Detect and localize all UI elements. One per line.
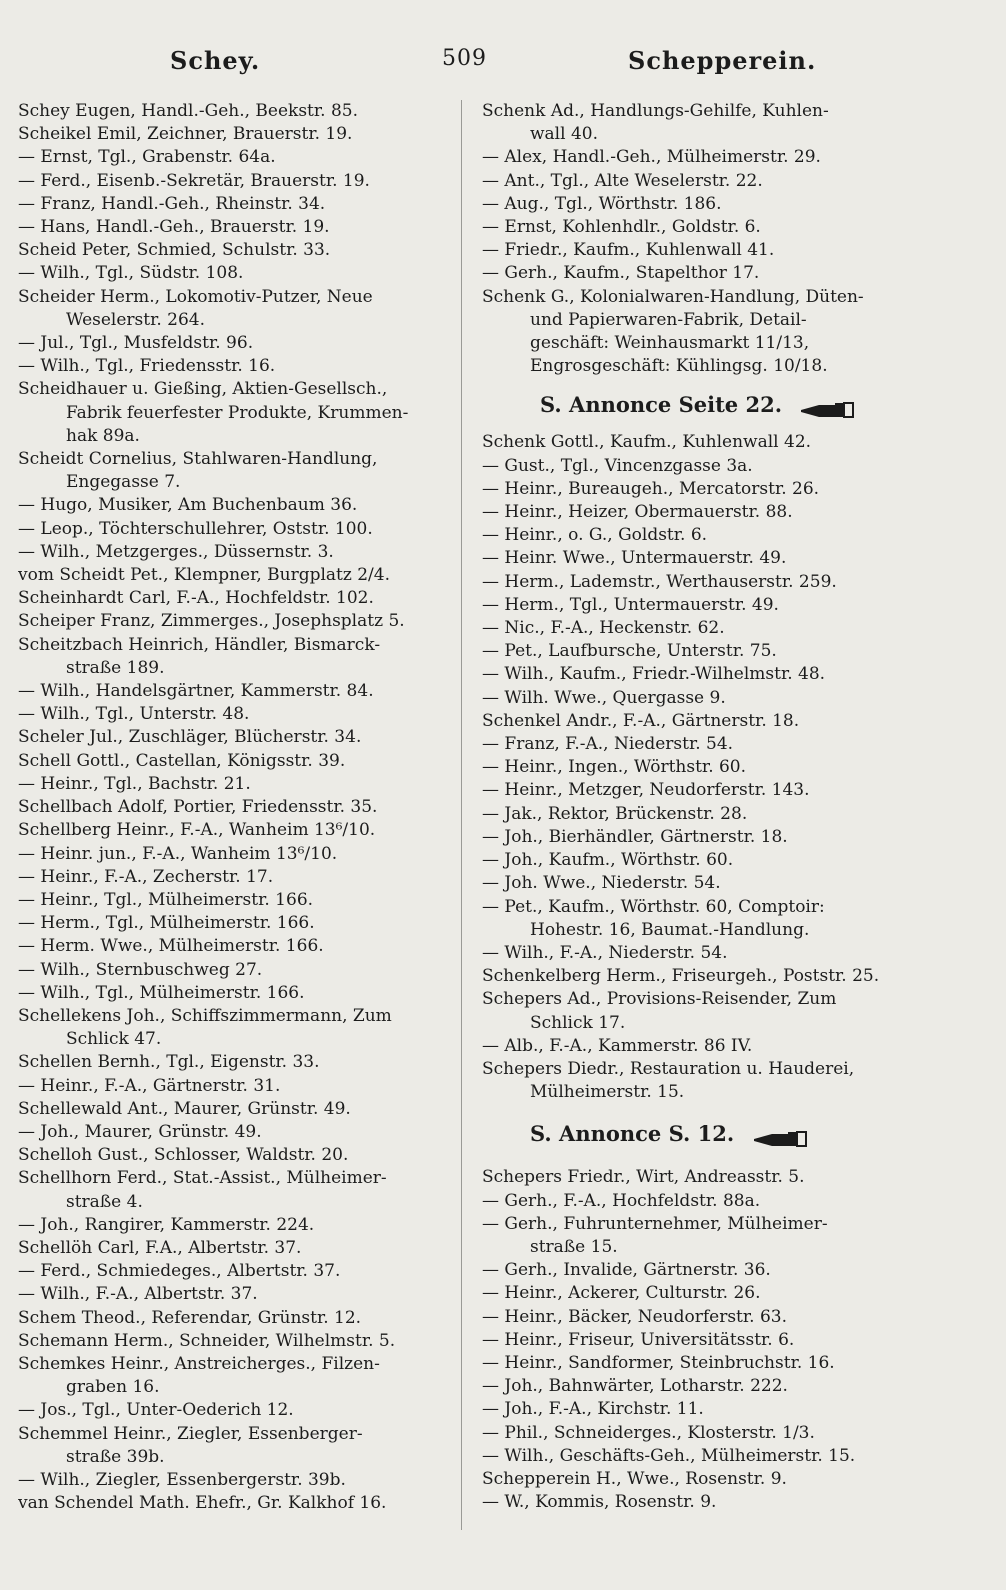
directory-entry: — Jak., Rektor, Brückenstr. 28.	[482, 803, 748, 824]
directory-entry: Schenk G., Kolonialwaren-Handlung, Düten-	[482, 286, 864, 307]
directory-entry: Schemann Herm., Schneider, Wilhelmstr. 5.	[18, 1330, 396, 1351]
annonce-text: S. Annonce S. 12.	[530, 1121, 735, 1147]
directory-entry-continuation: Engegasse 7.	[66, 472, 181, 493]
directory-entry: Scheid Peter, Schmied, Schulstr. 33.	[18, 240, 331, 261]
directory-entry-continuation: Fabrik feuerfester Produkte, Krummen-	[66, 402, 409, 423]
directory-entry: — Heinr. jun., F.-A., Wanheim 13⁶/10.	[18, 843, 338, 864]
directory-entry: Schenkelberg Herm., Friseurgeh., Poststr. 25.	[482, 966, 880, 987]
directory-entry: Schemkes Heinr., Anstreicherges., Filzen-	[18, 1353, 380, 1374]
directory-entry: — Hugo, Musiker, Am Buchenbaum 36.	[18, 495, 358, 516]
directory-entry: Schenk Gottl., Kaufm., Kuhlenwall 42.	[482, 432, 812, 453]
pointing-hand-icon	[752, 1127, 808, 1145]
directory-entry: — Pet., Laufbursche, Unterstr. 75.	[482, 641, 777, 662]
directory-entry: — Heinr., Tgl., Mülheimerstr. 166.	[18, 889, 314, 910]
directory-entry: Schenkel Andr., F.-A., Gärtnerstr. 18.	[482, 710, 800, 731]
directory-entry: — W., Kommis, Rosenstr. 9.	[482, 1492, 717, 1513]
directory-entry: Schellöh Carl, F.A., Albertstr. 37.	[18, 1237, 302, 1258]
directory-entry: — Joh., Kaufm., Wörthstr. 60.	[482, 850, 734, 871]
directory-entry: Scheler Jul., Zuschläger, Blücherstr. 34.	[18, 727, 362, 748]
directory-entry: Schellewald Ant., Maurer, Grünstr. 49.	[18, 1098, 351, 1119]
directory-entry: — Joh., Bahnwärter, Lotharstr. 222.	[482, 1376, 788, 1397]
directory-entry: — Wilh., F.-A., Albertstr. 37.	[18, 1284, 258, 1305]
directory-entry: — Phil., Schneiderges., Klosterstr. 1/3.	[482, 1422, 815, 1443]
directory-entry-continuation: Schlick 47.	[66, 1029, 162, 1050]
directory-entry: — Jul., Tgl., Musfeldstr. 96.	[18, 333, 254, 354]
directory-entry-continuation: wall 40.	[530, 124, 598, 145]
directory-entry-continuation: straße 4.	[66, 1191, 143, 1212]
directory-entry: — Heinr., Bureaugeh., Mercatorstr. 26.	[482, 478, 820, 499]
directory-entry: Schellekens Joh., Schiffszimmermann, Zum	[18, 1005, 392, 1026]
directory-entry-continuation: Hohestr. 16, Baumat.-Handlung.	[530, 919, 810, 940]
directory-entry-continuation: Mülheimerstr. 15.	[530, 1082, 685, 1103]
directory-entry: Scheitzbach Heinrich, Händler, Bismarck-	[18, 634, 381, 655]
directory-entry: Schelloh Gust., Schlosser, Waldstr. 20.	[18, 1145, 349, 1166]
directory-entry: Schepers Friedr., Wirt, Andreasstr. 5.	[482, 1167, 805, 1188]
directory-entry: — Wilh., Kaufm., Friedr.-Wilhelmstr. 48.	[482, 664, 826, 685]
directory-entry: — Gerh., Kaufm., Stapelthor 17.	[482, 263, 760, 284]
directory-entry: Schellberg Heinr., F.-A., Wanheim 13⁶/10.	[18, 820, 376, 841]
directory-entry: — Wilh., Tgl., Unterstr. 48.	[18, 704, 250, 725]
directory-entry: — Heinr., o. G., Goldstr. 6.	[482, 525, 708, 546]
page-number: 509	[442, 46, 487, 71]
directory-entry: — Joh., Rangirer, Kammerstr. 224.	[18, 1214, 315, 1235]
directory-entry: — Wilh., Tgl., Friedensstr. 16.	[18, 356, 276, 377]
directory-entry: — Wilh., Tgl., Südstr. 108.	[18, 263, 244, 284]
directory-entry: — Heinr., Heizer, Obermauerstr. 88.	[482, 502, 793, 523]
directory-entry: — Gerh., Fuhrunternehmer, Mülheimer-	[482, 1213, 828, 1234]
directory-entry: — Ferd., Schmiedeges., Albertstr. 37.	[18, 1261, 341, 1282]
directory-entry: — Gerh., Invalide, Gärtnerstr. 36.	[482, 1260, 771, 1281]
right-block-3	[482, 1166, 897, 1514]
directory-entry: — Wilh., Sternbuschweg 27.	[18, 959, 263, 980]
directory-entry: — Franz, F.-A., Niederstr. 54.	[482, 734, 734, 755]
directory-entry: Scheider Herm., Lokomotiv-Putzer, Neue	[18, 286, 373, 307]
directory-entry: van Schendel Math. Ehefr., Gr. Kalkhof 16.	[18, 1493, 387, 1514]
directory-entry: — Gust., Tgl., Vincenzgasse 3a.	[482, 455, 753, 476]
directory-entry: — Herm. Wwe., Mülheimerstr. 166.	[18, 936, 324, 957]
directory-entry: Scheiper Franz, Zimmerges., Josephsplatz 5.	[18, 611, 405, 632]
directory-entry: Schemmel Heinr., Ziegler, Essenberger-	[18, 1423, 363, 1444]
directory-entry: — Pet., Kaufm., Wörthstr. 60, Comptoir:	[482, 896, 825, 917]
directory-entry: — Joh., F.-A., Kirchstr. 11.	[482, 1399, 704, 1420]
directory-entry: — Alex, Handl.-Geh., Mülheimerstr. 29.	[482, 147, 821, 168]
directory-entry: Schem Theod., Referendar, Grünstr. 12.	[18, 1307, 362, 1328]
directory-entry: — Jos., Tgl., Unter-Oederich 12.	[18, 1400, 294, 1421]
directory-entry: Schellbach Adolf, Portier, Friedensstr. 35.	[18, 797, 378, 818]
directory-entry-continuation: graben 16.	[66, 1377, 160, 1398]
directory-entry-continuation: straße 189.	[66, 657, 165, 678]
directory-entry: — Heinr., F.-A., Gärtnerstr. 31.	[18, 1075, 281, 1096]
directory-entry: Scheikel Emil, Zeichner, Brauerstr. 19.	[18, 124, 353, 145]
directory-entry-continuation: geschäft: Weinhausmarkt 11/13,	[530, 333, 810, 354]
directory-entry: Schellen Bernh., Tgl., Eigenstr. 33.	[18, 1052, 320, 1073]
right-block-1	[482, 100, 897, 378]
directory-entry: — Wilh. Wwe., Quergasse 9.	[482, 687, 726, 708]
directory-entry: — Wilh., Handelsgärtner, Kammerstr. 84.	[18, 681, 374, 702]
header-right-word: Schepperein.	[628, 46, 817, 75]
directory-entry: — Heinr., Ackerer, Culturstr. 26.	[482, 1283, 761, 1304]
directory-entry: — Wilh., Metzgerges., Düssernstr. 3.	[18, 541, 334, 562]
right-column	[482, 100, 897, 1514]
directory-entry: Scheidt Cornelius, Stahlwaren-Handlung,	[18, 449, 378, 470]
annonce-text: S. Annonce Seite 22.	[540, 392, 783, 418]
pointing-hand-icon	[799, 398, 855, 416]
directory-entry: — Heinr., Friseur, Universitätsstr. 6.	[482, 1329, 795, 1350]
directory-entry: — Wilh., Geschäfts-Geh., Mülheimerstr. 15.	[482, 1445, 856, 1466]
directory-entry: — Gerh., F.-A., Hochfeldstr. 88a.	[482, 1190, 761, 1211]
directory-entry: — Heinr., Tgl., Bachstr. 21.	[18, 773, 251, 794]
directory-entry: — Wilh., Ziegler, Essenbergerstr. 39b.	[18, 1469, 346, 1490]
directory-entry: Schepperein H., Wwe., Rosenstr. 9.	[482, 1468, 787, 1489]
directory-entry: — Herm., Tgl., Untermauerstr. 49.	[482, 594, 779, 615]
directory-entry: Schellhorn Ferd., Stat.-Assist., Mülheimer-	[18, 1168, 387, 1189]
directory-entry: — Alb., F.-A., Kammerstr. 86 IV.	[482, 1035, 753, 1056]
directory-entry: — Heinr., Sandformer, Steinbruchstr. 16.	[482, 1352, 835, 1373]
directory-entry-continuation: Schlick 17.	[530, 1012, 626, 1033]
directory-entry: — Friedr., Kaufm., Kuhlenwall 41.	[482, 240, 775, 261]
directory-entry: Schepers Ad., Provisions-Reisender, Zum	[482, 989, 837, 1010]
directory-entry: Schey Eugen, Handl.-Geh., Beekstr. 85.	[18, 101, 358, 121]
directory-entry: — Heinr. Wwe., Untermauerstr. 49.	[482, 548, 787, 569]
directory-entry: — Joh. Wwe., Niederstr. 54.	[482, 873, 721, 894]
directory-entry: — Herm., Tgl., Mülheimerstr. 166.	[18, 913, 315, 934]
directory-entry: Scheinhardt Carl, F.-A., Hochfeldstr. 102.	[18, 588, 374, 609]
directory-entry: Schenk Ad., Handlungs-Gehilfe, Kuhlen-	[482, 101, 829, 121]
directory-entry: — Nic., F.-A., Heckenstr. 62.	[482, 618, 725, 639]
annonce-notice-1	[540, 391, 897, 419]
directory-entry: — Heinr., Ingen., Wörthstr. 60.	[482, 757, 747, 778]
directory-entry: — Joh., Bierhändler, Gärtnerstr. 18.	[482, 826, 788, 847]
directory-entry: Schell Gottl., Castellan, Königsstr. 39.	[18, 750, 346, 771]
column-divider	[461, 100, 462, 1530]
directory-entry: — Herm., Lademstr., Werthauserstr. 259.	[482, 571, 837, 592]
directory-entry: — Leop., Töchterschullehrer, Oststr. 100.	[18, 518, 373, 539]
annonce-notice-2	[530, 1120, 897, 1148]
directory-entry-continuation: hak 89a.	[66, 425, 140, 446]
directory-entry-continuation: straße 39b.	[66, 1446, 165, 1467]
directory-entry: — Aug., Tgl., Wörthstr. 186.	[482, 193, 722, 214]
directory-entry: — Ernst, Kohlenhdlr., Goldstr. 6.	[482, 217, 761, 238]
directory-entry-continuation: Weselerstr. 264.	[66, 309, 206, 330]
directory-entry-continuation: Engrosgeschäft: Kühlingsg. 10/18.	[530, 356, 828, 377]
directory-entry: — Hans, Handl.-Geh., Brauerstr. 19.	[18, 217, 330, 238]
directory-entry-continuation: und Papierwaren-Fabrik, Detail-	[530, 309, 807, 330]
directory-entry-continuation: straße 15.	[530, 1236, 618, 1257]
directory-entry: vom Scheidt Pet., Klempner, Burgplatz 2/4.	[18, 565, 391, 586]
directory-entry: — Joh., Maurer, Grünstr. 49.	[18, 1121, 262, 1142]
directory-entry: — Heinr., F.-A., Zecherstr. 17.	[18, 866, 274, 887]
header-left-word: Schey.	[170, 46, 261, 75]
directory-entry: — Heinr., Bäcker, Neudorferstr. 63.	[482, 1306, 787, 1327]
directory-entry: — Heinr., Metzger, Neudorferstr. 143.	[482, 780, 810, 801]
directory-entry: — Wilh., F.-A., Niederstr. 54.	[482, 942, 728, 963]
left-column	[18, 100, 448, 1515]
directory-entry: — Franz, Handl.-Geh., Rheinstr. 34.	[18, 193, 326, 214]
directory-entry: — Ant., Tgl., Alte Weselerstr. 22.	[482, 170, 763, 191]
directory-entry: Scheidhauer u. Gießing, Aktien-Gesellsch.,	[18, 379, 388, 400]
directory-entry: — Ferd., Eisenb.-Sekretär, Brauerstr. 19.	[18, 170, 370, 191]
directory-entry: — Ernst, Tgl., Grabenstr. 64a.	[18, 147, 276, 168]
directory-entry: — Wilh., Tgl., Mülheimerstr. 166.	[18, 982, 305, 1003]
right-block-2	[482, 431, 897, 1104]
directory-entry: Schepers Diedr., Restauration u. Hauderei,	[482, 1058, 855, 1079]
